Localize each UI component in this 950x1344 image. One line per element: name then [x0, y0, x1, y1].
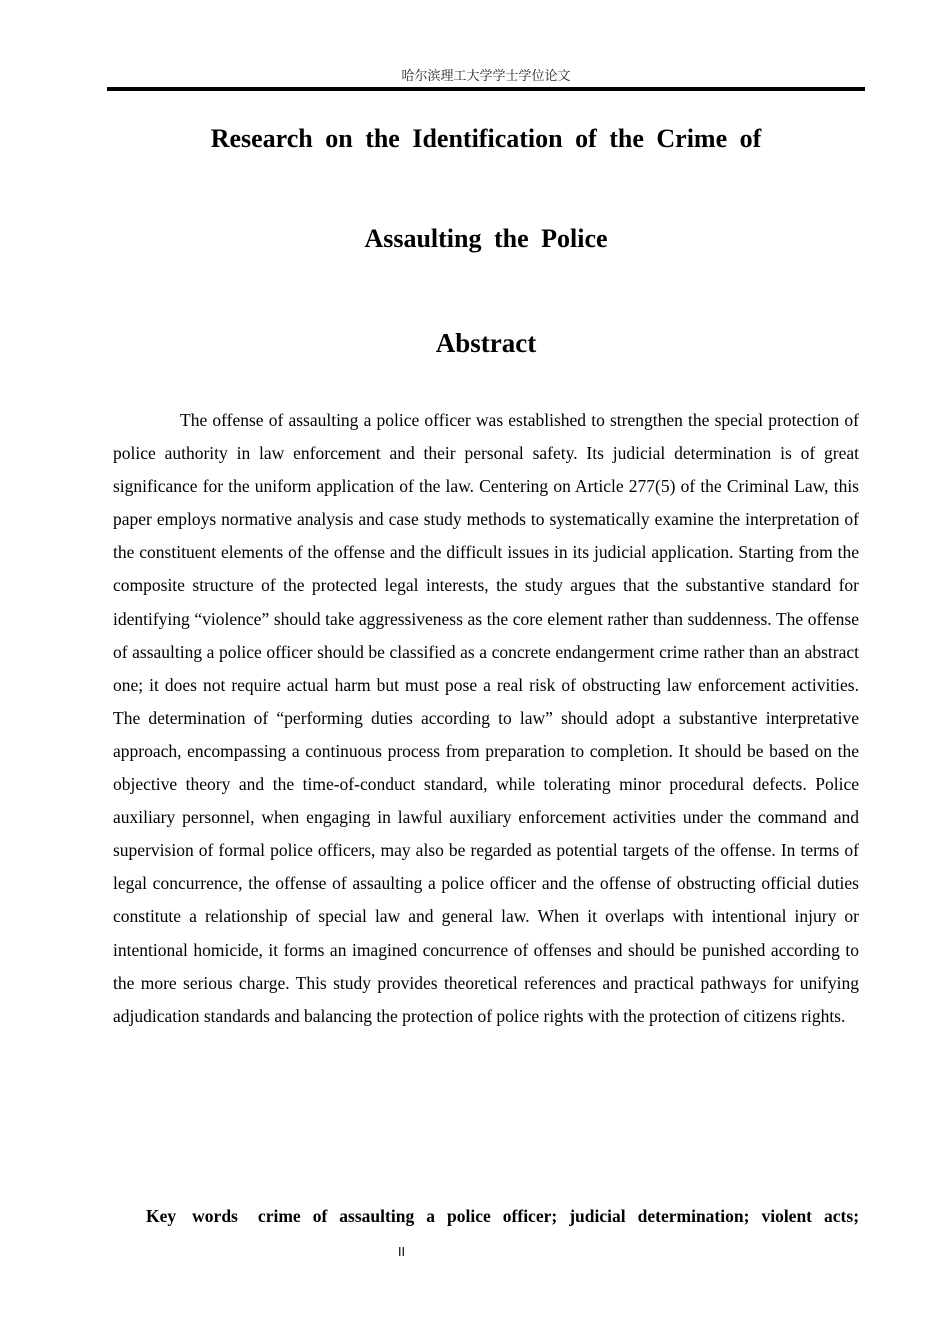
page-number: II	[398, 1245, 406, 1259]
header-rule	[107, 87, 865, 91]
paper-title-line-2: Assaulting the Police	[364, 224, 608, 253]
paper-title-line-1: Research on the Identification of the Crime of	[210, 124, 762, 153]
abstract-heading: Abstract	[435, 328, 537, 358]
abstract-body: The offense of assaulting a police officer was established to strengthen the special protection of police authority in law enforcement and their personal safety. Its judicial determination is of great significance for the uniform application of the law. Centering on Article 277(5) of the Criminal Law, this paper employs normative analysis and case study methods to systematically examine the interpretation of the constituent elements of the offense and the difficult issues in its judicial application. Starting from the composite structure of the protected legal interests, the study argues that the substantive standard for identifying “violence” should take aggressiveness as the core element rather than suddenness. The offense of assaulting a police officer should be classified as a concrete endangerment crime rather than an abstract one; it does not require actual harm but must pose a real risk of obstructing law enforcement activities. The determination of “performing duties according to law” should adopt a substantive interpretative approach, encompassing a continuous process from preparation to completion. It should be based on the objective theory and the time-of-conduct standard, while tolerating minor procedural defects. Police auxiliary personnel, when engaging in lawful auxiliary enforcement activities under the command and supervision of formal police officers, may also be regarded as potential targets of the offense. In terms of legal concurrence, the offense of assaulting a police officer and the offense of obstructing official duties constitute a relationship of special law and general law. When it overlaps with intentional injury or intentional homicide, it forms an imagined concurrence of offenses and should be punished according to the more serious charge. This study provides theoretical references and practical pathways for unifying adjudication standards and balancing the protection of police rights with the protection of citizens rights.	[113, 410, 859, 1026]
keywords-line	[146, 1201, 859, 1231]
running-header: 哈尔滨理工大学学士学位论文	[401, 69, 571, 84]
keywords-label: Key words	[146, 1206, 238, 1226]
keywords-text: crime of assaulting a police officer; judicial determination; violent acts;	[257, 1206, 860, 1226]
